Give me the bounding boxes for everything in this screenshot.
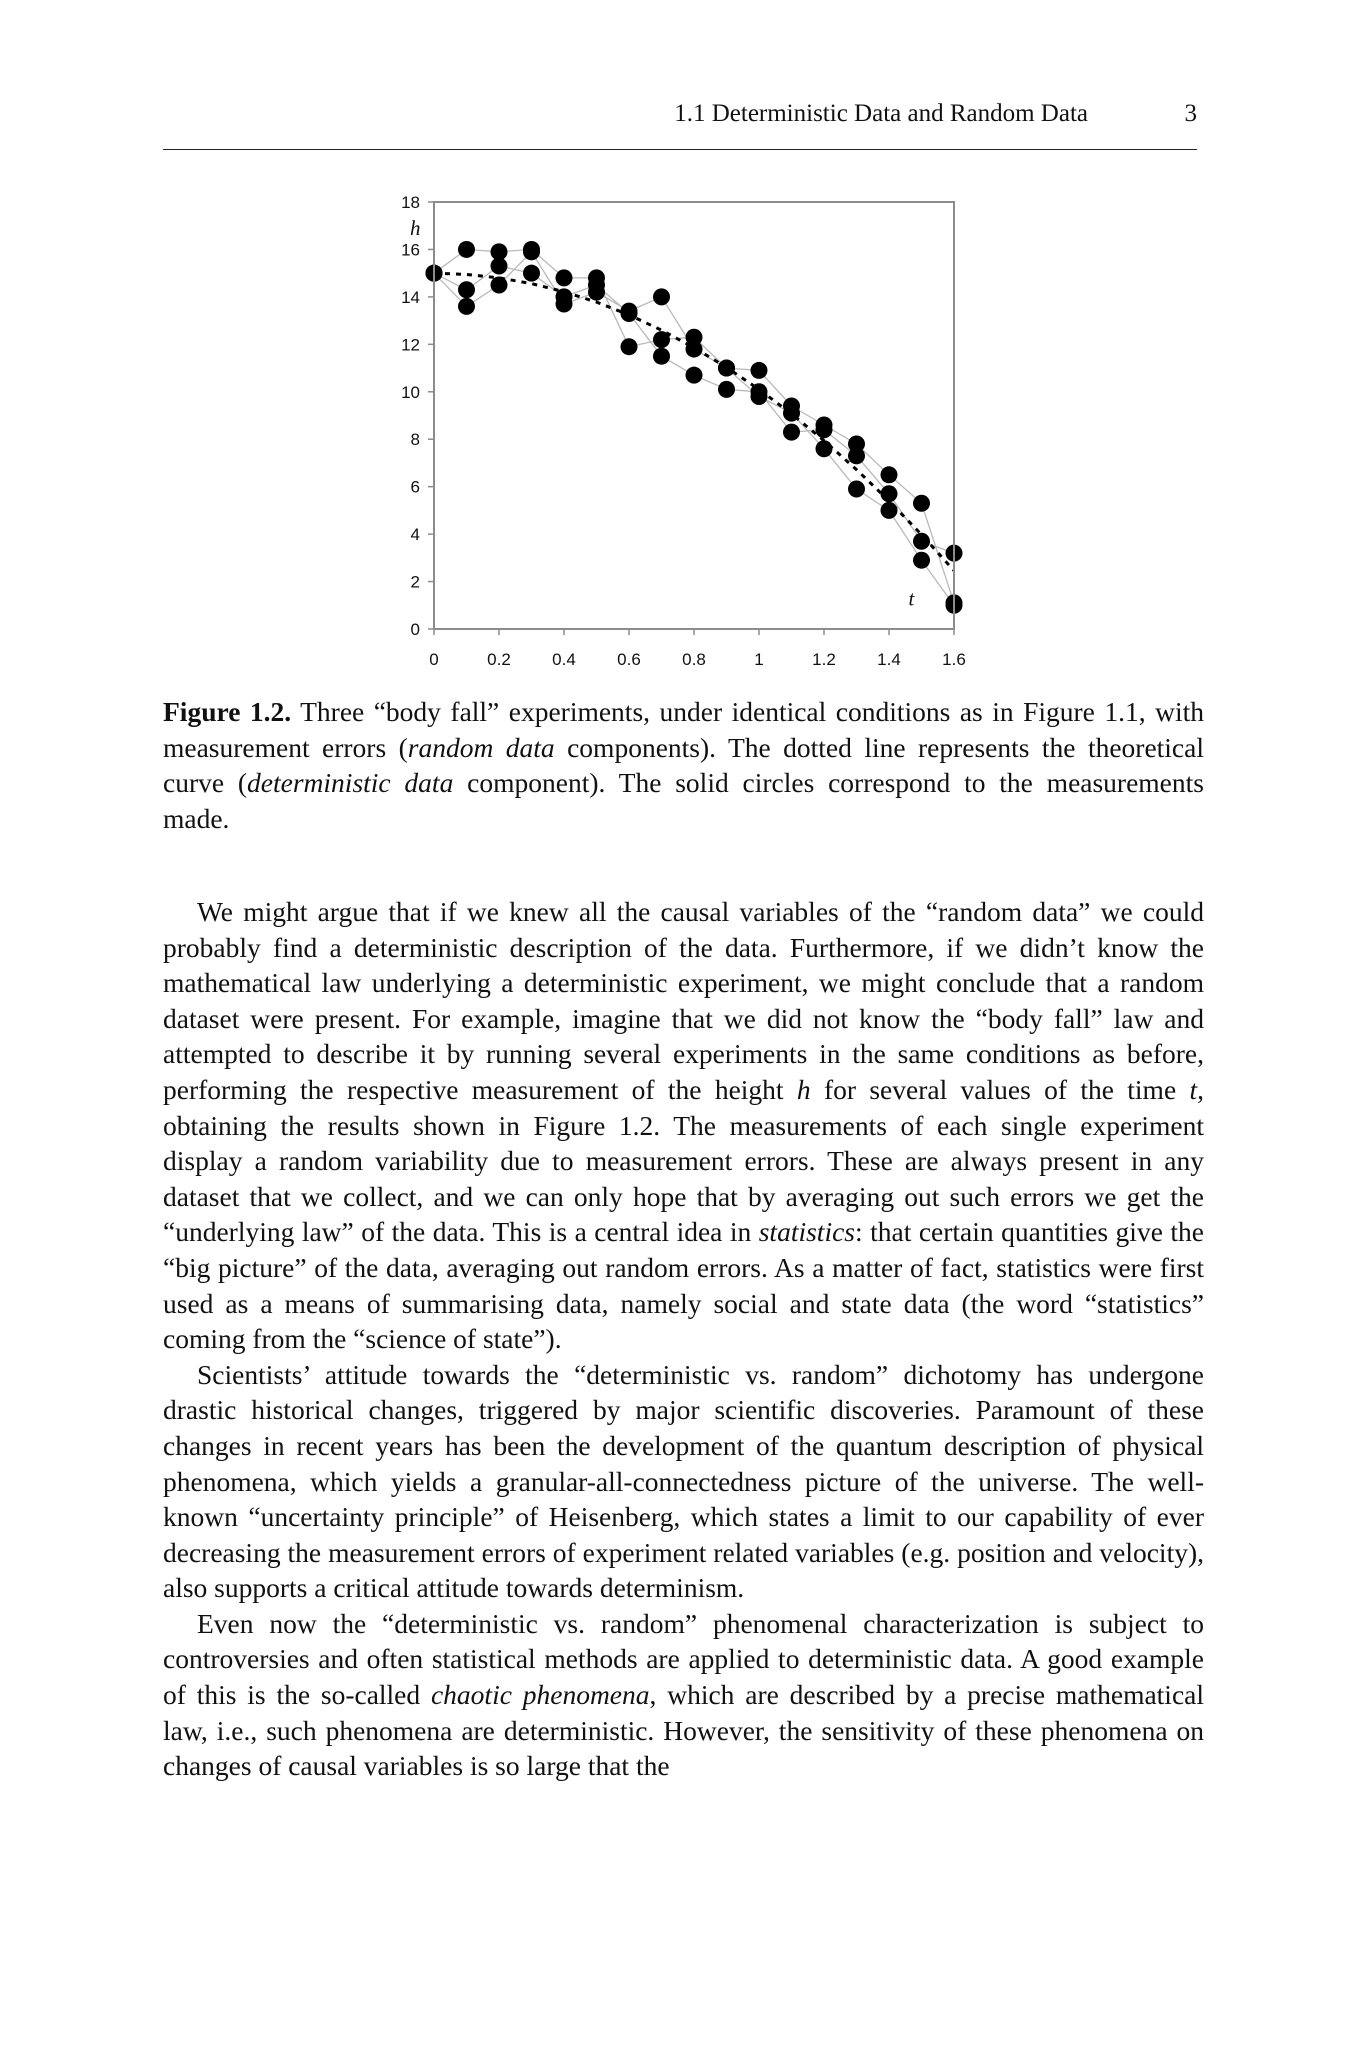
measurement-point [751,388,768,405]
paragraph-1-text-1: We might argue that if we knew all the causal variables of the “random data” we could probably find a deterministic description of the data. Furthermore, if we didn’t know the mathematical law underlying a deterministic experiment, we might conclude that a random dataset were present. For example, imagine that we did not know the “body fall” law and attempted to describe it by running several experiments in the same conditions as before, performing the respective measurement of the height [163,896,1204,1105]
paragraph-1-text-4: : that certain quantities give the “big picture” of the data, averaging out random errors. As a matter of fact, statistics were first used as a means of summarising data, namely social and state data (the word “statistics” coming from the “science of state”). [163,1216,1204,1355]
y-tick-label: 14 [401,287,420,307]
measurement-point [751,362,768,379]
x-tick-label: 0.2 [487,650,511,669]
plot-frame [434,202,954,629]
paragraph-1 [163,894,1204,1357]
measurement-point [686,341,703,358]
measurement-point [783,424,800,441]
x-tick-label: 0 [429,650,439,669]
body-text [163,894,1204,1784]
measurement-point [848,481,865,498]
measurement-point [458,281,475,298]
figure-caption [163,694,1204,836]
measurement-point [686,367,703,384]
measurement-point [588,284,605,301]
y-axis-label: h [410,216,421,241]
paragraph-1-emphasis-h: h [796,1073,811,1105]
experiment-lines [434,249,954,605]
measurement-point [458,241,475,258]
y-tick-label: 0 [410,620,420,639]
running-head [163,100,1197,136]
y-tick-label: 6 [410,477,420,497]
y-tick-label: 16 [401,240,420,260]
x-tick-label: 1.6 [942,650,966,669]
measurement-point [458,298,475,315]
x-tick-label: 1.2 [812,650,836,669]
x-tick-label: 0.4 [552,650,576,669]
paragraph-1-text-3: , obtaining the results shown in Figure 1.2. The measurements of each single experiment display a random variability due to measurement errors. These are always present in any dataset that we collect, and we can only hope that by averaging out such errors we get the “underlying law” of the data. This is a central idea in [163,1073,1204,1248]
page-number: 3 [1184,100,1197,127]
paragraph-3 [163,1606,1204,1784]
measurement-point [653,331,670,348]
body-fall-scatter-chart [380,180,990,680]
figure-caption-text-3: component). The solid circles correspond to the measurements made. [163,767,1204,834]
measurement-points [426,241,963,614]
paragraph-1-emphasis-t: t [1189,1073,1198,1105]
x-tick-label: 0.6 [617,650,641,669]
measurement-point [523,243,540,260]
y-tick-label: 4 [410,525,420,545]
measurement-point [491,258,508,275]
measurement-point [783,405,800,422]
measurement-point [523,265,540,282]
y-tick-label: 8 [410,430,420,450]
paragraph-3-emphasis-chaotic: chaotic phenomena [430,1679,650,1711]
measurement-point [718,360,735,377]
measurement-point [848,447,865,464]
x-axis-label: t [908,586,915,611]
measurement-point [556,269,573,286]
figure-caption-label: Figure 1.2. [163,696,292,727]
y-tick-label: 18 [401,193,420,212]
measurement-point [881,502,898,519]
figure-caption-emphasis-2: deterministic data [247,767,454,798]
measurement-point [913,533,930,550]
measurement-point [556,296,573,313]
paragraph-1-text-2: for several values of the time [810,1073,1190,1105]
measurement-point [816,421,833,438]
measurement-point [718,381,735,398]
x-tick-label: 1 [754,650,764,669]
measurement-point [621,303,638,320]
x-tick-label: 1.4 [877,650,901,669]
measurement-point [913,552,930,569]
theoretical-curve-group [434,273,954,570]
experiment-line [434,266,954,553]
measurement-point [881,485,898,502]
figure-1-2 [380,180,990,680]
header-rule [163,149,1197,150]
axes-ticks [401,193,966,669]
measurement-point [653,348,670,365]
paragraph-3-text-1: Even now the “deterministic vs. random” phenomenal characterization is subject to controversies and often statistical methods are applied to deterministic data. A good example of this is the so-called [163,1607,1204,1711]
y-tick-label: 2 [410,572,420,592]
experiment-line [434,249,954,603]
y-tick-label: 12 [401,335,420,355]
x-tick-label: 0.8 [682,650,706,669]
measurement-point [816,440,833,457]
theoretical-curve [434,273,954,570]
paragraph-1-emphasis-statistics: statistics [758,1216,855,1248]
running-title: 1.1 Deterministic Data and Random Data [674,100,1088,127]
measurement-point [621,338,638,355]
measurement-point [491,277,508,294]
paragraph-2-text: Scientists’ attitude towards the “deterministic vs. random” dichotomy has undergone drastic historical changes, triggered by major scientific discoveries. Paramount of these changes in recent years has been the development of the quantum description of physical phenomena, which yields a granular-all-connectedness picture of the universe. The well-known “uncertainty principle” of Heisenberg, which states a limit to our capability of ever decreasing the measurement errors of experiment related variables (e.g. position and velocity), also supports a critical attitude towards determinism. [163,1358,1204,1604]
paragraph-3-text-2: , which are described by a precise mathematical law, i.e., such phenomena are deterministic. However, the sensitivity of these phenomena on changes of causal variables is so large that the [163,1679,1204,1782]
measurement-point [653,288,670,305]
figure-caption-text-2: components). The dotted line represents the theoretical curve ( [163,731,1204,798]
measurement-point [881,466,898,483]
y-tick-label: 10 [401,382,420,402]
paragraph-2 [163,1357,1204,1606]
experiment-line [434,252,954,606]
figure-caption-text-1: Three “body fall” experiments, under identical conditions as in Figure 1.1, with measurement errors ( [163,696,1204,763]
figure-caption-emphasis-1: random data [407,731,555,763]
measurement-point [913,495,930,512]
